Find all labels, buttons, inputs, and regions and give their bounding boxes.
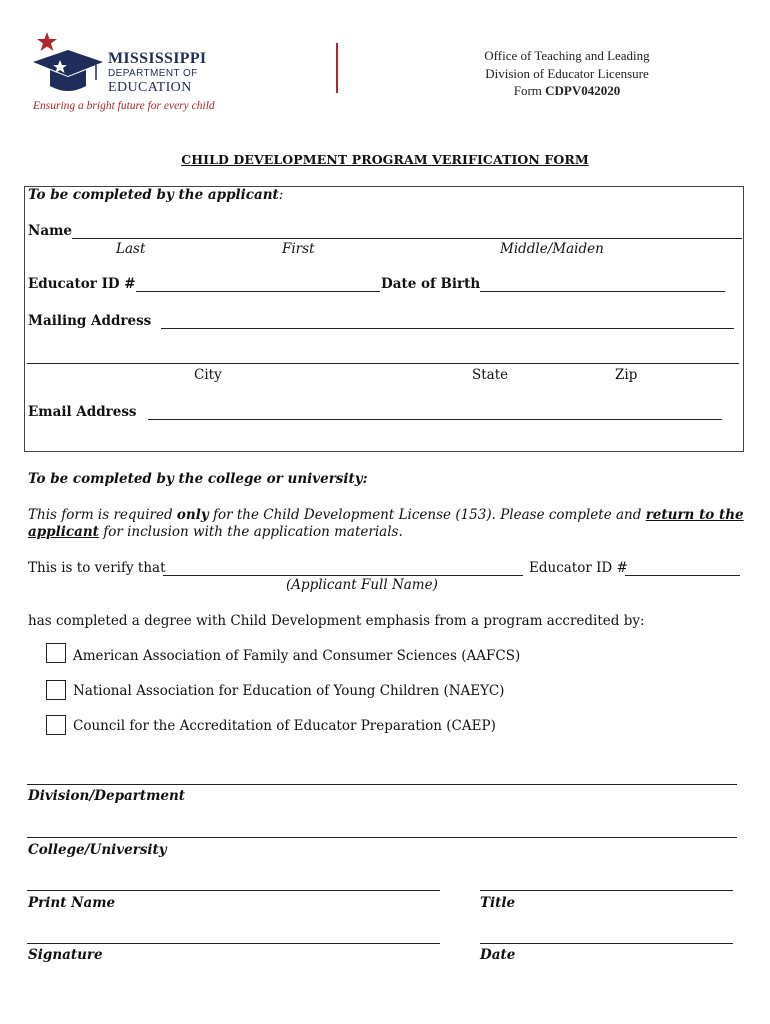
naeyc-checkbox[interactable] <box>46 680 66 700</box>
office-block <box>462 47 672 100</box>
date-field[interactable] <box>480 943 733 944</box>
full-name-sub: (Applicant Full Name) <box>286 577 438 593</box>
educator-id-label: Educator ID # <box>28 276 136 292</box>
verify-educator-id-field[interactable] <box>625 575 740 576</box>
logo-line-3: EDUCATION <box>108 80 192 95</box>
aafcs-checkbox[interactable] <box>46 643 66 663</box>
name-label: Name <box>28 223 72 239</box>
form-code: CDPV042020 <box>545 83 621 98</box>
dob-field[interactable] <box>480 291 725 292</box>
completed-text: has completed a degree with Child Development emphasis from a program accredited by: <box>28 613 645 629</box>
division-department-field[interactable] <box>27 784 737 785</box>
name-sub-first: First <box>282 241 315 257</box>
educator-id-field[interactable] <box>136 291 380 292</box>
form-code-line <box>462 82 672 100</box>
verify-text: This is to verify that <box>28 560 166 576</box>
college-heading: To be completed by the college or university: <box>28 471 368 487</box>
mailing-address-field[interactable] <box>161 328 734 329</box>
address-sub-city: City <box>194 367 222 383</box>
mailing-address-label: Mailing Address <box>28 313 152 329</box>
title-field[interactable] <box>480 890 733 891</box>
signature-label: Signature <box>28 947 103 963</box>
college-note-line-1: This form is required only for the Child Development License (153). Please complete and return to the <box>28 507 744 523</box>
header-divider <box>336 43 338 93</box>
caep-label: Council for the Accreditation of Educator Preparation (CAEP) <box>73 718 496 734</box>
verify-educator-id-label: Educator ID # <box>529 560 628 576</box>
applicant-heading: To be completed by the applicant: <box>28 187 284 203</box>
name-field[interactable] <box>72 238 742 239</box>
aafcs-label: American Association of Family and Consumer Sciences (AAFCS) <box>73 648 521 664</box>
name-sub-middle: Middle/Maiden <box>500 241 604 257</box>
email-address-field[interactable] <box>148 419 722 420</box>
red-star-icon <box>37 32 57 51</box>
email-address-label: Email Address <box>28 404 137 420</box>
office-line-2: Division of Educator Licensure <box>485 65 649 81</box>
college-note-line-2: applicant for inclusion with the application materials. <box>28 524 403 540</box>
logo-tagline: Ensuring a bright future for every child <box>33 100 215 112</box>
address-sub-state: State <box>472 367 509 383</box>
title-label: Title <box>480 895 516 911</box>
address-sub-zip: Zip <box>615 367 638 383</box>
office-line-1: Office of Teaching and Leading <box>484 48 650 63</box>
form-prefix: Form <box>513 83 542 98</box>
college-university-label: College/University <box>28 842 167 858</box>
graduation-cap-icon <box>33 50 103 76</box>
name-sub-last: Last <box>116 241 146 257</box>
logo-line-1: MISSISSIPPI <box>108 50 207 67</box>
date-label: Date <box>480 947 516 963</box>
logo-line-2: DEPARTMENT OF <box>108 68 198 79</box>
form-title: CHILD DEVELOPMENT PROGRAM VERIFICATION FORM <box>181 152 589 167</box>
address-line-2-field[interactable] <box>27 363 739 364</box>
naeyc-label: National Association for Education of Young Children (NAEYC) <box>73 683 505 699</box>
college-university-field[interactable] <box>27 837 737 838</box>
caep-checkbox[interactable] <box>46 715 66 735</box>
division-department-label: Division/Department <box>28 788 186 804</box>
print-name-label: Print Name <box>28 895 116 911</box>
print-name-field[interactable] <box>27 890 440 891</box>
applicant-full-name-field[interactable] <box>163 575 523 576</box>
dob-label: Date of Birth <box>381 276 481 292</box>
signature-field[interactable] <box>27 943 440 944</box>
